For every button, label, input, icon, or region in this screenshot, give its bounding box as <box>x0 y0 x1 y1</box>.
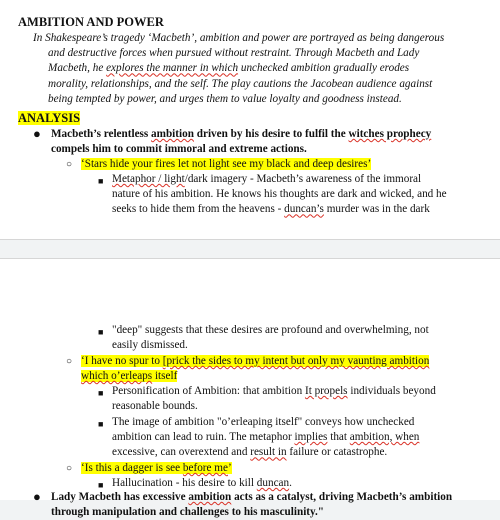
bullet-square-icon: ■ <box>98 388 104 398</box>
quote-stars: ‘Stars hide your fires let not light see my black and deep desires’ <box>81 158 372 170</box>
intro-line-3: Macbeth, he explores the manner in which unchecked ambition gradually erodes <box>48 62 410 75</box>
bullet-circle-icon: ○ <box>66 463 73 474</box>
document-page-2 <box>0 258 500 519</box>
bullet-dot-icon: ● <box>33 489 41 504</box>
bullet-square-icon: ■ <box>98 480 104 490</box>
point-macbeth-ambition: Macbeth’s relentless ambition driven by his desire to fulfil the witches prophecy compels him to commit immoral and extreme actions. <box>51 128 432 156</box>
analysis-metaphor: Metaphor / light/dark imagery - Macbeth’s awareness of the immoral nature of his ambition. He knows his thoughts are dark and wicked, and he seeks to hide them from the heavens - duncan’s murder was in the dark <box>112 173 447 216</box>
point-lady-macbeth: Lady Macbeth has excessive ambition acts as a catalyst, driving Macbeth’s ambition through manipulation and challenges to his masculinity." <box>51 491 453 519</box>
document-page-1 <box>0 0 500 240</box>
intro-line-2: and destructive forces when pursued without restraint. Through Macbeth and Lady <box>48 47 420 60</box>
analysis-personification: Personification of Ambition: that ambition It propels individuals beyond reasonable bounds. <box>112 385 436 413</box>
analysis-heading: ANALYSIS <box>18 111 81 125</box>
bullet-square-icon: ■ <box>98 327 104 337</box>
intro-line-1: In Shakespeare’s tragedy ‘Macbeth’, ambition and power are portrayed as being dangerous <box>33 32 445 44</box>
analysis-hallucination: Hallucination - his desire to kill duncan. <box>112 477 292 489</box>
bullet-square-icon: ■ <box>98 176 104 186</box>
section-title: AMBITION AND POWER <box>18 15 164 29</box>
analysis-oerleaping: The image of ambition "o’erleaping itself" conveys how unchecked ambition can lead to ruin. The metaphor implies that ambition, when excessive, can overextend and result in failure or catastrophe. <box>112 416 420 459</box>
intro-line-5: being tempted by power, and urges them to value loyalty and goodness instead. <box>48 92 402 105</box>
analysis-deep: "deep" suggests that these desires are profound and overwhelming, not easily dismissed. <box>112 324 429 352</box>
bullet-circle-icon: ○ <box>66 356 73 367</box>
quote-spur: ‘I have no spur to [prick the sides to my intent but only my vaunting ambition which o’erleaps itself <box>81 355 430 383</box>
bullet-dot-icon: ● <box>33 126 41 141</box>
bullet-square-icon: ■ <box>98 419 104 429</box>
bullet-circle-icon: ○ <box>66 159 73 170</box>
intro-paragraph <box>33 31 493 107</box>
intro-line-4: morality, relationships, and the self. The play cautions the Jacobean audience against <box>48 77 433 90</box>
quote-dagger: ‘Is this a dagger is see before me’ <box>81 462 232 474</box>
